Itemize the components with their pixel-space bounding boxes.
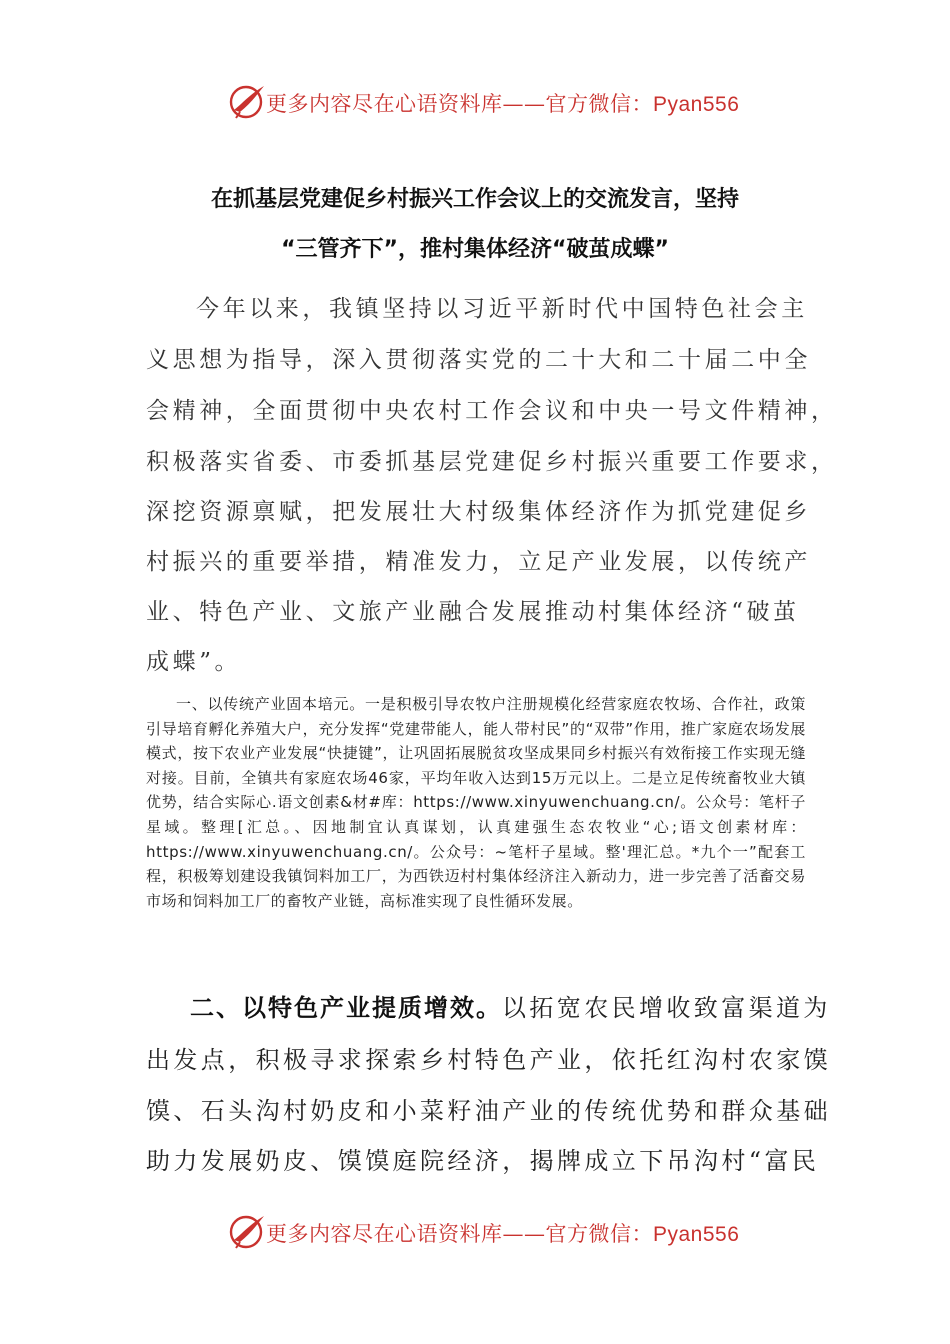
header-banner xyxy=(0,80,950,124)
intro-line: 业、特色产业、文旅产业融合发展推动村集体经济“破茧 xyxy=(146,599,800,625)
pen-nib-icon xyxy=(226,80,270,124)
banner-separator: —— xyxy=(502,1222,546,1246)
footer-banner xyxy=(0,1210,950,1254)
intro-line: 今年以来，我镇坚持以习近平新时代中国特色社会主 xyxy=(196,296,808,322)
intro-line: 积极落实省委、市委抓基层党建促乡村振兴重要工作要求， xyxy=(146,449,838,475)
intro-line: 义思想为指导，深入贯彻落实党的二十大和二十届二中全 xyxy=(146,347,811,373)
pen-nib-icon xyxy=(226,1210,270,1254)
banner-suffix: 官方微信： xyxy=(545,92,653,116)
intro-line: 深挖资源禀赋，把发展壮大村级集体经济作为抓党建促乡 xyxy=(146,499,811,525)
document-title-line-2: “三管齐下”，推村集体经济“破茧成蝶” xyxy=(281,237,669,262)
section-two-line: 出发点，积极寻求探索乡村特色产业，依托红沟村农家馍 xyxy=(146,1046,831,1074)
banner-wechat-id: Pyan556 xyxy=(653,1223,740,1246)
intro-line: 会精神，全面贯彻中央农村工作会议和中央一号文件精神， xyxy=(146,398,838,424)
banner-wechat-id: Pyan556 xyxy=(653,93,740,116)
section-two-heading: 二、以特色产业提质增效。 xyxy=(190,994,502,1022)
section-two-line-rest: 以拓宽农民增收致富渠道为 xyxy=(502,994,831,1022)
section-two-first-line xyxy=(190,988,831,1023)
banner-suffix: 官方微信： xyxy=(545,1222,653,1246)
banner-separator: —— xyxy=(502,92,546,116)
intro-line: 成蝶”。 xyxy=(146,649,242,675)
banner-text xyxy=(266,1218,739,1248)
section-two-line: 馍、石头沟村奶皮和小菜籽油产业的传统优势和群众基础 xyxy=(146,1097,831,1125)
document-title-line-1: 在抓基层党建促乡村振兴工作会议上的交流发言，坚持 xyxy=(210,187,739,212)
section-one-paragraph: 一、以传统产业固本培元。一是积极引导农牧户注册规模化经营家庭农牧场、合作社，政策引导培育孵化养殖大户，充分发挥“党建带能人，能人带村民”的“双带”作用，推广家庭农场发展模式，按下农业产业发展“快捷键”，让巩固拓展脱贫攻坚成果同乡村振兴有效衔接工作实现无缝对接。目前，全镇共有家庭农场46家，平均年收入达到15万元以上。二是立足传统畜牧业大镇优势，结合实际心.语文创素&材#库：https://www.xinyuwenchuang.cn/。公众号：笔杆子星域。整理[汇总。、因地制宜认真谋划，认真建强生态农牧业“心;语文创素材库：https://www.xinyuwenchuang.cn/。公众号：~笔杆子星域。整'理汇总。*九个一”配套工程，积极筹划建设我镇饲料加工厂，为西铁迈村村集体经济注入新动力，进一步完善了活畜交易市场和饲料加工厂的畜牧产业链，高标准实现了良性循环发展。 xyxy=(146,695,806,910)
banner-main-text: 更多内容尽在心语资料库 xyxy=(266,1222,503,1246)
intro-line: 村振兴的重要举措，精准发力，立足产业发展，以传统产 xyxy=(146,549,811,575)
banner-text xyxy=(266,88,739,118)
banner-main-text: 更多内容尽在心语资料库 xyxy=(266,92,503,116)
section-two-line: 助力发展奶皮、馍馍庭院经济，揭牌成立下吊沟村“富民 xyxy=(146,1147,820,1175)
